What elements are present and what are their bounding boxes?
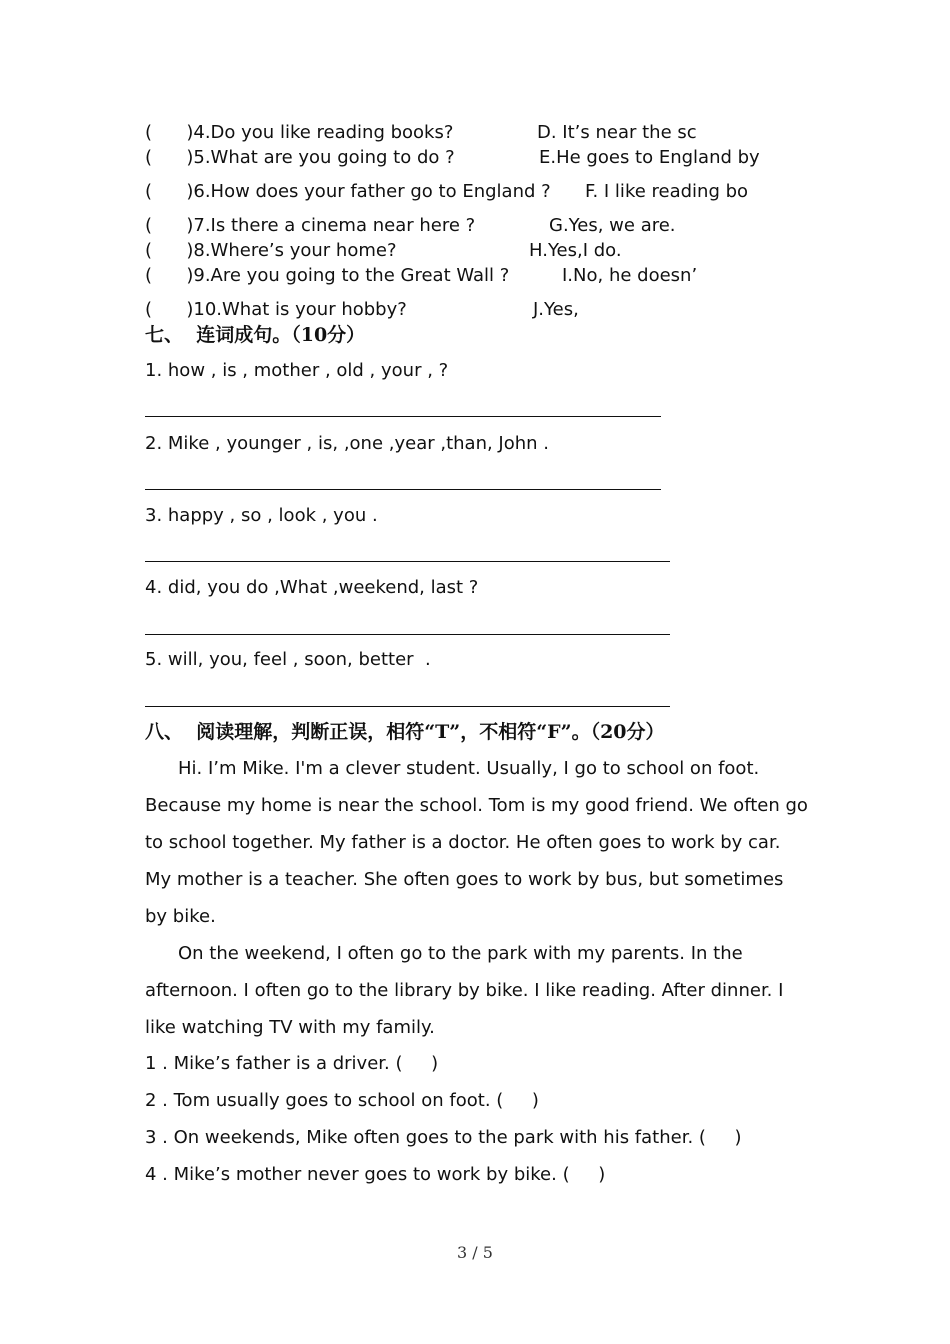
sentence-item-2: 2. Mike , younger , is, ,one ,year ,than, John . xyxy=(145,433,550,454)
passage-paragraph-1: Hi. I’m Mike. I'm a clever student. Usually, I go to school on foot. Because my home is near the school. Tom is my good friend. We often go to school together. My father is a doctor. He often goes to work by car. My mother is a teacher. She often goes to work by bus, but sometimes by bike. xyxy=(145,758,808,927)
judge-question-2: 2 . Tom usually goes to school on foot. ( ) xyxy=(145,1090,539,1111)
sentence-item-5: 5. will, you, feel , soon, better . xyxy=(145,649,431,670)
judge-question-4: 4 . Mike’s mother never goes to work by bike. ( ) xyxy=(145,1164,606,1185)
matching-question-4: ( )4.Do you like reading books? xyxy=(145,122,454,143)
section-8-heading: 八、 阅读理解，判断正误，相符“T”，不相符“F”。（20分） xyxy=(145,721,665,743)
answer-line-5[interactable] xyxy=(145,706,670,707)
judge-question-3: 3 . On weekends, Mike often goes to the park with his father. ( ) xyxy=(145,1127,742,1148)
matching-question-5: ( )5.What are you going to do ? xyxy=(145,147,455,168)
judge-question-1: 1 . Mike’s father is a driver. ( ) xyxy=(145,1053,439,1074)
answer-line-3[interactable] xyxy=(145,561,670,562)
matching-answer-i: I.No, he doesn’ xyxy=(562,265,698,286)
section-7-heading: 七、 连词成句。（10分） xyxy=(145,324,366,346)
matching-question-10: ( )10.What is your hobby? xyxy=(145,299,407,320)
matching-answer-f: F. I like reading bo xyxy=(585,181,749,202)
answer-line-4[interactable] xyxy=(145,634,670,635)
answer-line-1[interactable] xyxy=(145,416,661,417)
answer-line-2[interactable] xyxy=(145,489,661,490)
matching-question-9: ( )9.Are you going to the Great Wall ? xyxy=(145,265,510,286)
sentence-item-4: 4. did, you do ,What ,weekend, last ? xyxy=(145,577,479,598)
sentence-item-3: 3. happy , so , look , you . xyxy=(145,505,378,526)
matching-question-8: ( )8.Where’s your home? xyxy=(145,240,397,261)
reading-passage xyxy=(145,750,810,1046)
passage-paragraph-2: On the weekend, I often go to the park with my parents. In the afternoon. I often go to the library by bike. I like reading. After dinner. I like watching TV with my family. xyxy=(145,943,784,1038)
matching-answer-d: D. It’s near the sc xyxy=(537,122,697,143)
matching-question-6: ( )6.How does your father go to England ? xyxy=(145,181,551,202)
matching-answer-j: J.Yes, xyxy=(533,299,579,320)
matching-answer-h: H.Yes,I do. xyxy=(529,240,622,261)
matching-answer-e: E.He goes to England by xyxy=(539,147,760,168)
matching-answer-g: G.Yes, we are. xyxy=(549,215,676,236)
sentence-item-1: 1. how , is , mother , old , your , ? xyxy=(145,360,449,381)
matching-question-7: ( )7.Is there a cinema near here ? xyxy=(145,215,476,236)
page-number: 3 / 5 xyxy=(457,1243,493,1262)
